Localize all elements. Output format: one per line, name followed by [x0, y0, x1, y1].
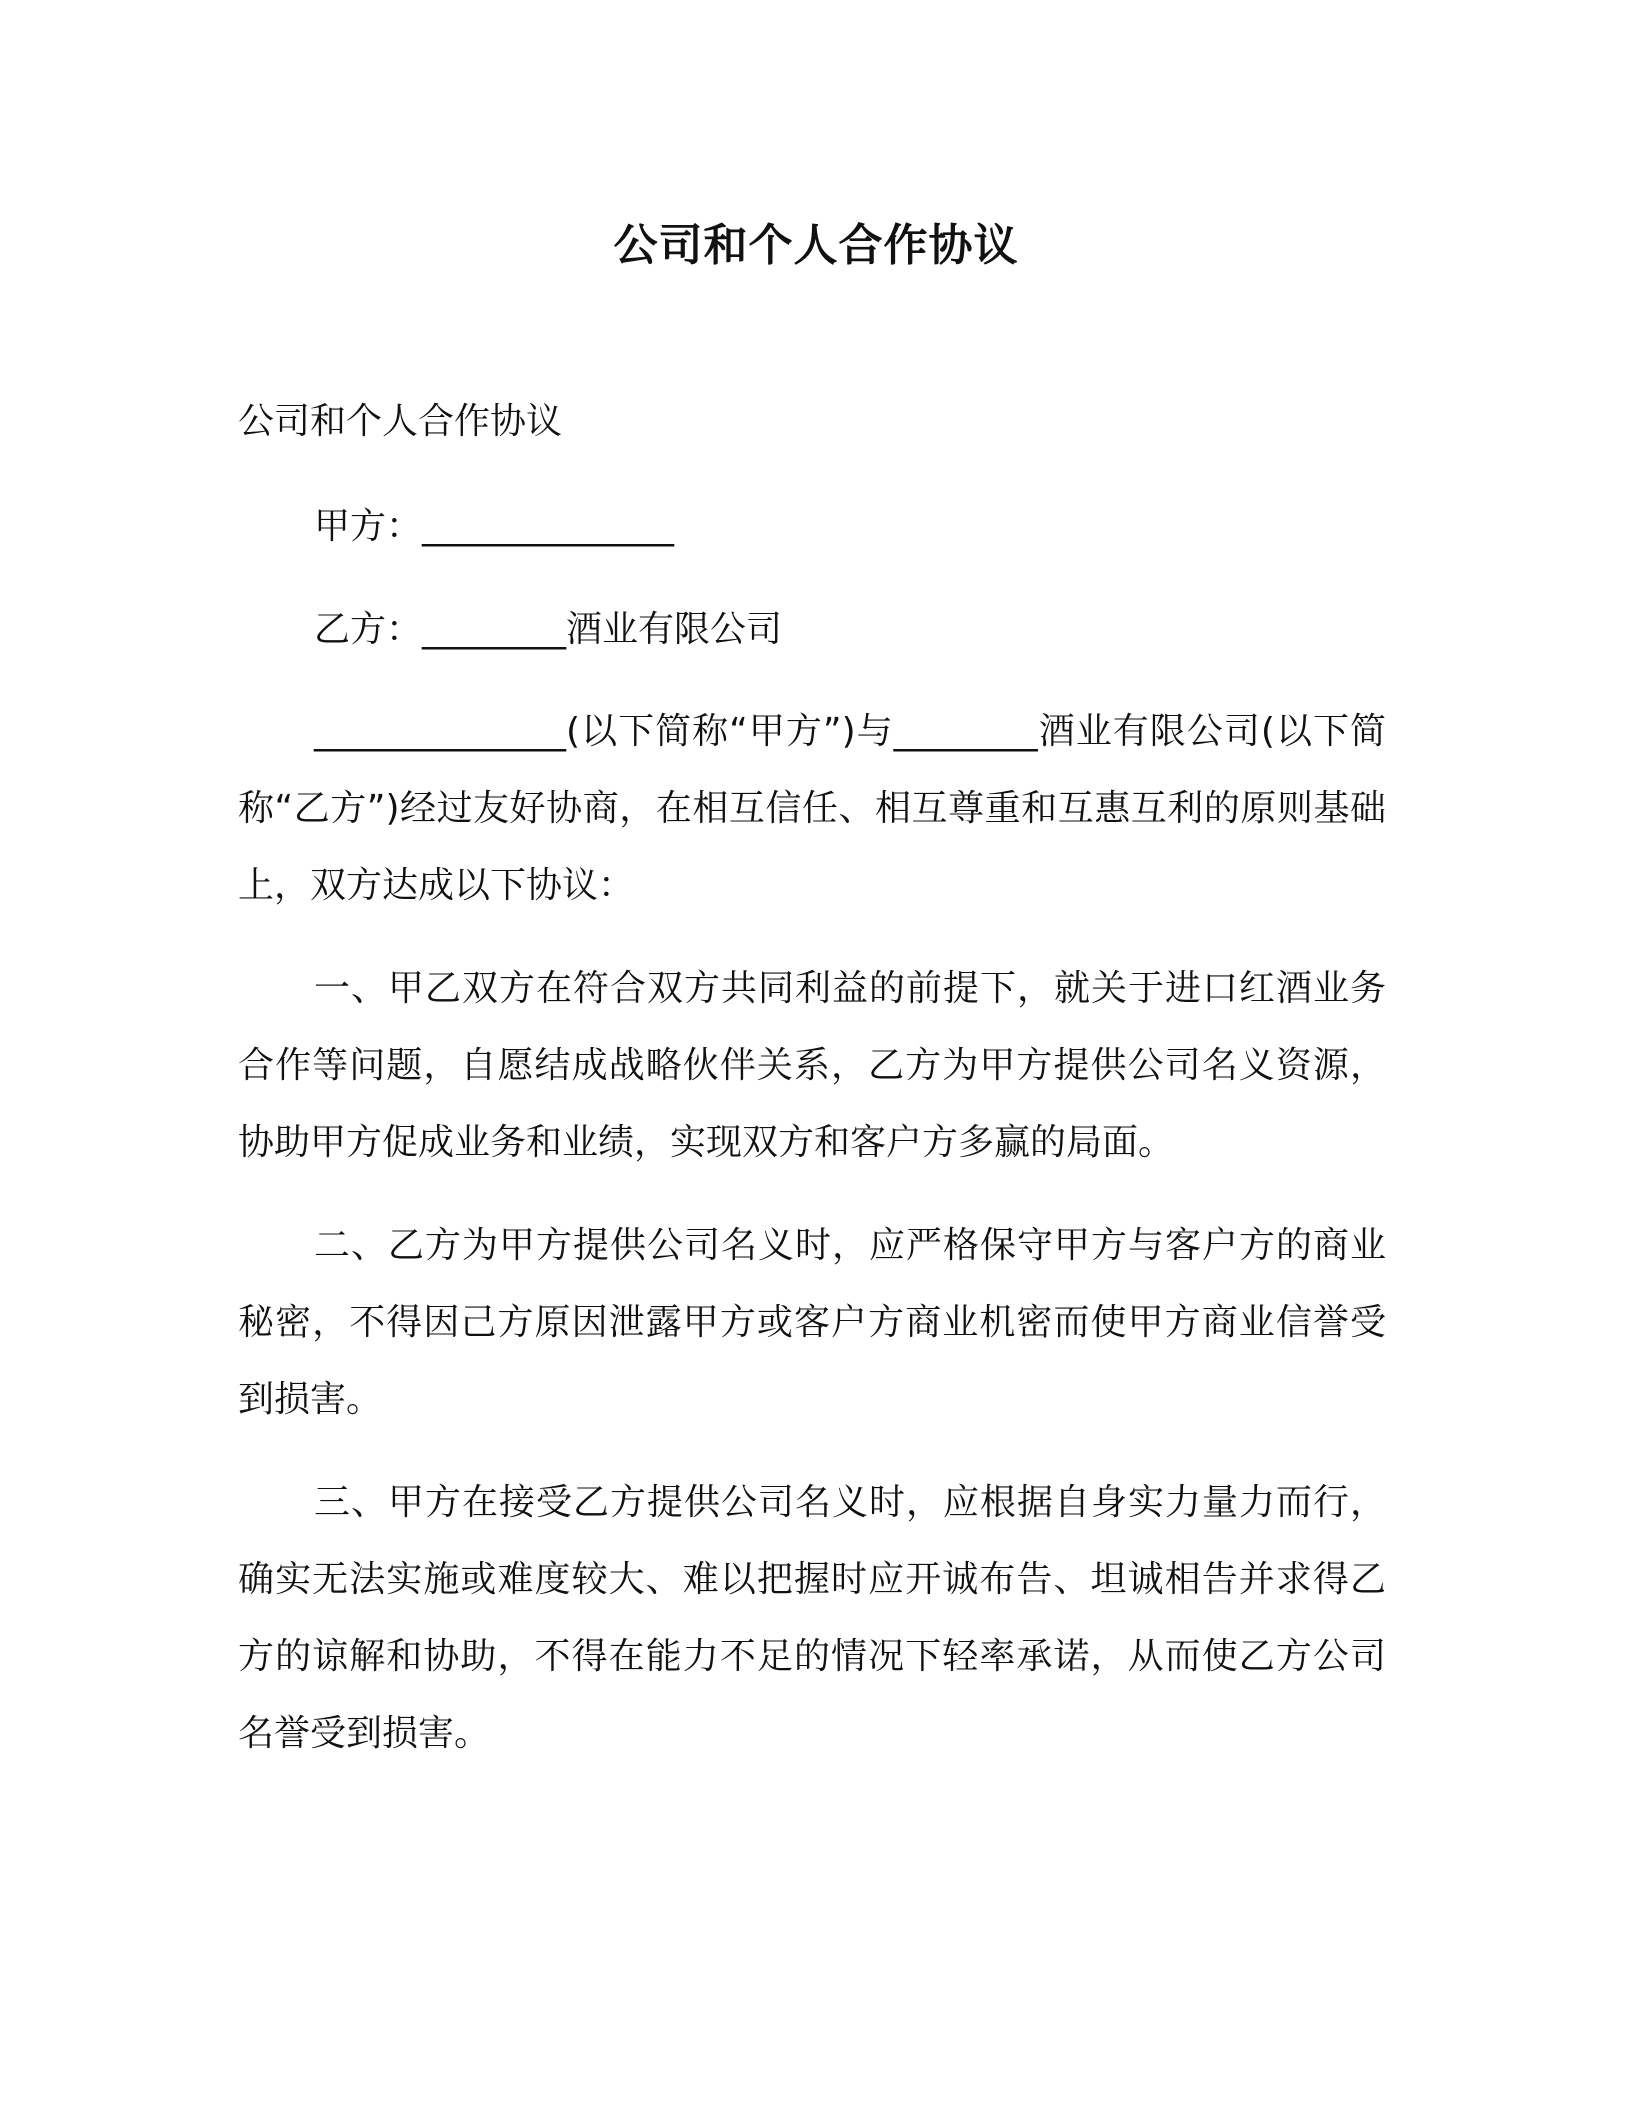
intro-paragraph: ______________(以下简称“甲方”)与________酒业有限公司(以下简称“乙方”)经过友好协商，在相互信任、相互尊重和互惠互利的原则基础上，双方达成以下协议： [238, 711, 1386, 906]
party-a-line: 甲方：______________ [314, 506, 675, 547]
clause-2-paragraph: 二、乙方为甲方提供公司名义时，应严格保守甲方与客户方的商业秘密，不得因己方原因泄露甲方或客户方商业机密而使甲方商业信誉受到损害。 [238, 1225, 1386, 1420]
clause-1-paragraph: 一、甲乙双方在符合双方共同利益的前提下，就关于进口红酒业务合作等问题，自愿结成战略伙伴关系，乙方为甲方提供公司名义资源，协助甲方促成业务和业绩，实现双方和客户方多赢的局面。 [238, 968, 1386, 1163]
document-subtitle: 公司和个人合作协议 [238, 401, 563, 442]
clause-3-paragraph: 三、甲方在接受乙方提供公司名义时，应根据自身实力量力而行，确实无法实施或难度较大、难以把握时应开诚布告、坦诚相告并求得乙方的谅解和协助，不得在能力不足的情况下轻率承诺，从而使乙方公司名誉受到损害。 [238, 1482, 1386, 1754]
party-b-line: 乙方：________酒业有限公司 [314, 609, 783, 650]
document-title: 公司和个人合作协议 [613, 220, 1019, 271]
